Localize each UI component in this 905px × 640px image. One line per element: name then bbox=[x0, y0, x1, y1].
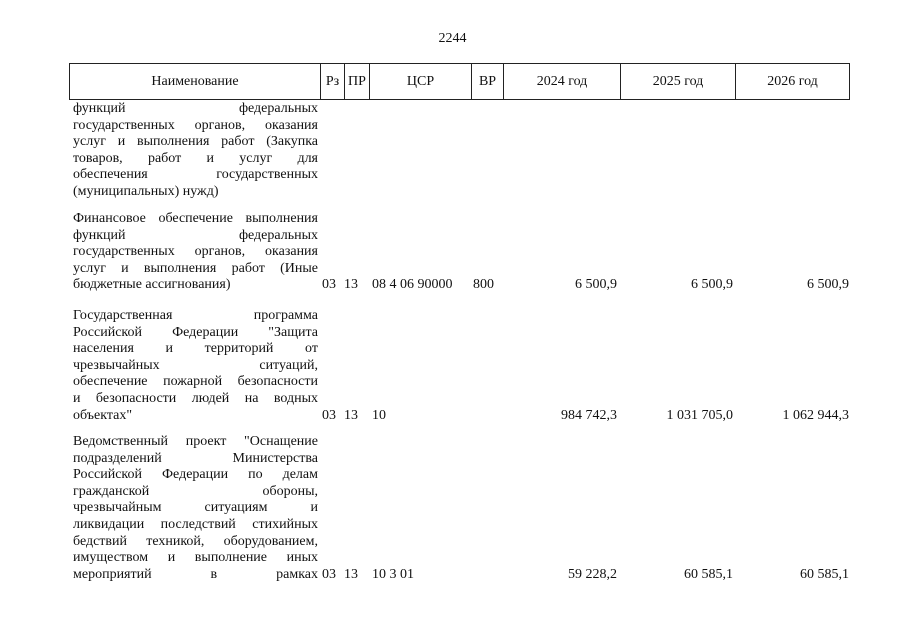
row-2024: 59 228,2 bbox=[568, 566, 617, 582]
header-name: Наименование bbox=[70, 64, 321, 99]
row-2024: 984 742,3 bbox=[561, 407, 617, 423]
row-rz: 03 bbox=[322, 566, 336, 582]
header-2026: 2026 год bbox=[767, 74, 818, 89]
row-rz: 03 bbox=[322, 407, 336, 423]
row-name-line: ликвидации последствий стихийных bbox=[73, 516, 318, 532]
row-name-line: услуг и выполнения работ (Иные bbox=[73, 260, 318, 276]
row-name bbox=[73, 434, 318, 583]
row-name-line: чрезвычайных ситуаций, bbox=[73, 357, 318, 373]
table-header bbox=[69, 63, 850, 100]
row-name bbox=[73, 308, 318, 424]
row-name-line: (муниципальных) нужд) bbox=[73, 183, 219, 199]
row-rz: 03 bbox=[322, 277, 336, 293]
row-name-line: услуг и выполнения работ (Закупка bbox=[73, 134, 318, 150]
header-rz: Рз bbox=[321, 64, 345, 99]
row-pr: 13 bbox=[344, 277, 358, 293]
row-2025: 1 031 705,0 bbox=[666, 407, 733, 423]
row-2026: 6 500,9 bbox=[807, 277, 849, 293]
row-csr: 10 bbox=[372, 407, 386, 423]
row-name-line: функций федеральных bbox=[73, 101, 318, 116]
row-name-line: Российской Федерации "Защита bbox=[73, 324, 318, 340]
row-name-line: Финансовое обеспечение выполнения bbox=[73, 211, 318, 226]
row-pr: 13 bbox=[344, 407, 358, 423]
header-2024: 2024 год bbox=[504, 64, 621, 99]
header-vr: ВР bbox=[472, 64, 504, 99]
page-number: 2244 bbox=[438, 31, 467, 46]
row-2026: 60 585,1 bbox=[800, 566, 849, 582]
row-csr: 08 4 06 90000 bbox=[372, 277, 453, 293]
row-name-line: обеспечение пожарной безопасности bbox=[73, 374, 318, 390]
row-vr: 800 bbox=[473, 277, 494, 293]
header-2025: 2025 год bbox=[621, 64, 736, 99]
row-2026: 1 062 944,3 bbox=[782, 407, 849, 423]
row-name-line: Государственная программа bbox=[73, 308, 318, 323]
row-name-line: населения и территорий от bbox=[73, 341, 318, 357]
row-name-line: мероприятий в рамках bbox=[73, 566, 318, 582]
row-name-line: и безопасности людей на водных bbox=[73, 390, 318, 406]
row-name bbox=[73, 101, 318, 201]
row-2025: 6 500,9 bbox=[691, 277, 733, 293]
row-name-line: имуществом и выполнение иных bbox=[73, 550, 318, 566]
row-name-line: бедствий техникой, оборудованием, bbox=[73, 533, 318, 549]
row-name-line: подразделений Министерства bbox=[73, 450, 318, 466]
row-name-line: Российской Федерации по делам bbox=[73, 467, 318, 483]
row-2024: 6 500,9 bbox=[575, 277, 617, 293]
row-name-line: Ведомственный проект "Оснащение bbox=[73, 434, 318, 449]
row-name-line: государственных органов, оказания bbox=[73, 117, 318, 133]
row-name-line: товаров, работ и услуг для bbox=[73, 150, 318, 166]
header-csr: ЦСР bbox=[370, 64, 472, 99]
row-2025: 60 585,1 bbox=[684, 566, 733, 582]
header-pr: ПР bbox=[345, 64, 370, 99]
row-name-line: объектах" bbox=[73, 407, 133, 423]
row-name-line: бюджетные ассигнования) bbox=[73, 277, 231, 293]
row-name-line: государственных органов, оказания bbox=[73, 244, 318, 260]
row-name-line: гражданской обороны, bbox=[73, 483, 318, 499]
row-name bbox=[73, 211, 318, 294]
row-pr: 13 bbox=[344, 566, 358, 582]
row-name-line: обеспечения государственных bbox=[73, 167, 318, 183]
row-csr: 10 3 01 bbox=[372, 566, 414, 582]
row-name-line: функций федеральных bbox=[73, 227, 318, 243]
row-name-line: чрезвычайным ситуациям и bbox=[73, 500, 318, 516]
